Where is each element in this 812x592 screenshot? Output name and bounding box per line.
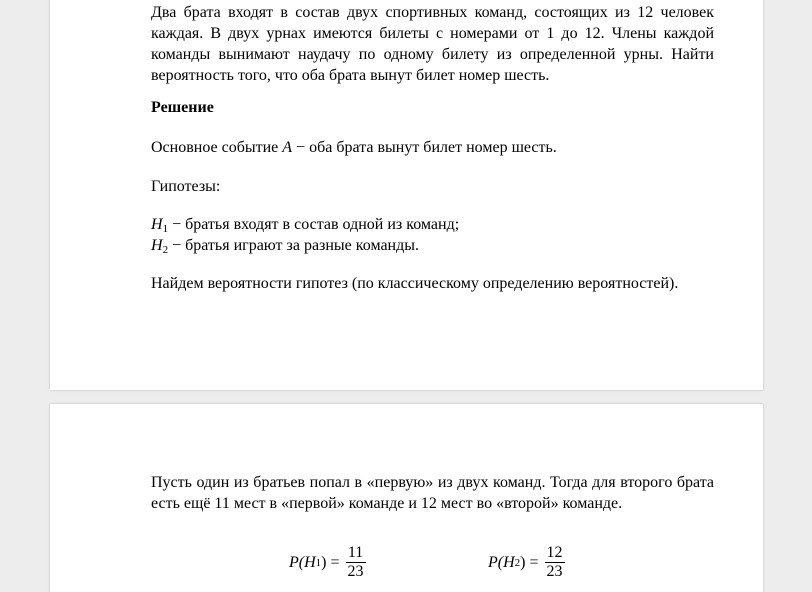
main-event-prefix: Основное событие xyxy=(151,139,283,156)
hypothesis-2-text: − братья играют за разные команды. xyxy=(168,237,420,254)
fraction-2-numerator: 12 xyxy=(546,544,563,561)
hypothesis-1-index: 1 xyxy=(162,223,169,235)
formula-2-p: P( xyxy=(488,553,504,571)
formula-1-index: 1 xyxy=(315,556,322,569)
formula-2-h: H xyxy=(503,553,515,571)
formula-2-close: ) = xyxy=(520,553,539,571)
hypothesis-2 xyxy=(151,235,714,261)
document-page-2 xyxy=(50,404,763,592)
fraction-1-numerator: 11 xyxy=(347,544,364,561)
main-event-description: − оба брата вынут билет номер шесть. xyxy=(292,139,557,156)
solution-heading: Решение xyxy=(151,99,214,116)
problem-statement: Два брата входят в состав двух спортивных команд, состоящих из 12 человек каждая. В двух урнах имеются билеты с номерами от 1 до 12. Члены каждой команды вынимают наудачу по одному билету из определенной урны. Найти вероятность того, что оба брата вынут билет номер шесть. xyxy=(151,4,714,84)
formula-p-h2 xyxy=(488,544,565,581)
formula-1-p: P( xyxy=(289,553,305,571)
main-event-line xyxy=(151,137,714,158)
event-symbol: A xyxy=(282,139,293,156)
hypothesis-2-index: 2 xyxy=(162,244,169,256)
hypothesis-1-text: − братья входят в состав одной из команд; xyxy=(168,216,460,233)
hypotheses-label: Гипотезы: xyxy=(151,178,221,195)
hypothesis-2-symbol: H xyxy=(151,237,163,254)
hypothesis-1-symbol: H xyxy=(151,216,163,233)
document-page-1 xyxy=(50,0,763,390)
formula-1-h: H xyxy=(304,553,316,571)
formula-p-h1 xyxy=(289,544,366,581)
page2-paragraph: Пусть один из братьев попал в «первую» из двух команд. Тогда для второго брата есть ещё 11 мест в «первой» команде и 12 мест во «второй» команде. xyxy=(151,474,714,512)
formula-1-close: ) = xyxy=(321,553,340,571)
fraction-2-denominator: 23 xyxy=(546,563,563,580)
fraction-1 xyxy=(346,544,366,581)
fraction-1-denominator: 23 xyxy=(347,563,364,580)
find-probabilities-text: Найдем вероятности гипотез (по классическому определению вероятностей). xyxy=(151,275,679,292)
fraction-2 xyxy=(545,544,565,581)
formula-2-index: 2 xyxy=(514,556,521,569)
